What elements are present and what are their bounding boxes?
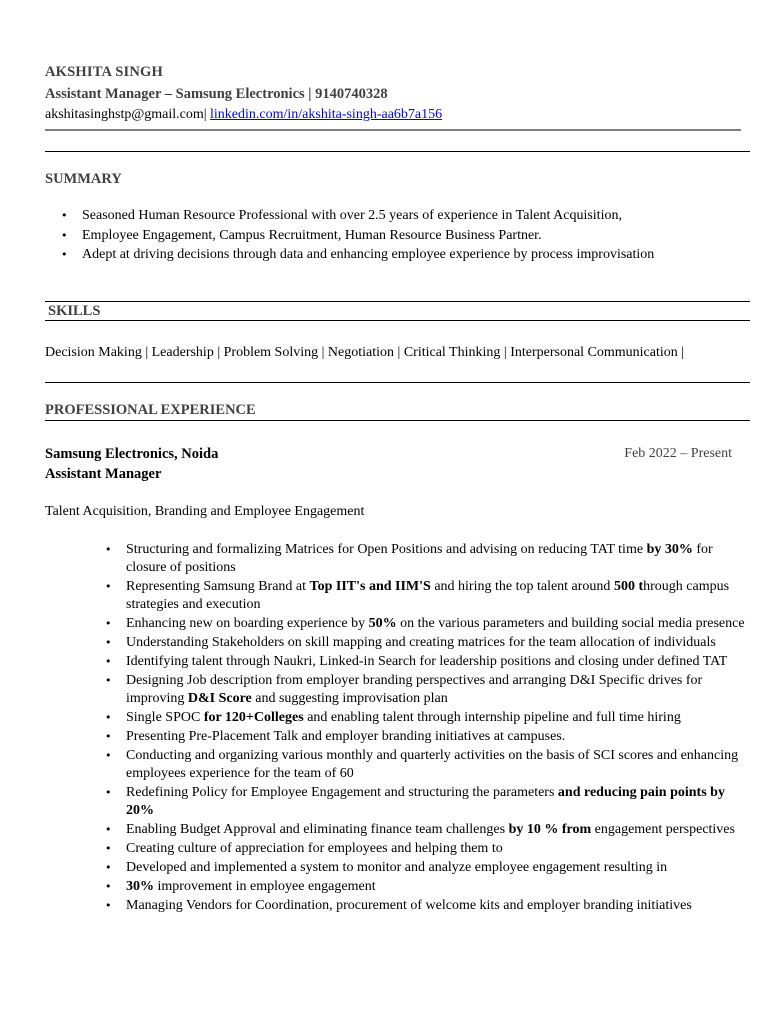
experience-item [126,821,756,839]
experience-item-highlight: for 120+Colleges [203,710,304,725]
experience-item-text: Understanding Stakeholders on skill mapping and creating matrices for the team allocation of individuals [126,635,716,650]
employment-dates: Feb 2022 – Present [624,446,732,461]
experience-item-highlight: 30% [126,879,154,894]
experience-item [126,859,756,877]
experience-item-text: Creating culture of appreciation for employees and helping them to [126,841,503,856]
experience-item-text: and hiring the top talent around [430,579,614,594]
experience-item-text: Redefining Policy for Employee Engagement and structuring the parameters [126,785,558,800]
experience-heading: PROFESSIONAL EXPERIENCE [45,402,256,418]
summary-list [82,207,742,266]
summary-top-rule [45,151,750,152]
experience-item-text: Identifying talent through Naukri, Linked-in Search for leadership positions and closing under defined TAT [126,654,728,669]
experience-item [126,634,756,652]
company-name: Samsung Electronics, Noida [45,446,219,462]
role-focus: Talent Acquisition, Branding and Employee Engagement [45,504,365,519]
experience-item [126,728,756,746]
experience-item-text: hrough campus strategies and execution [126,579,730,612]
experience-item-text: improvement in employee engagement [154,879,376,894]
experience-item-text: engagement perspectives [591,822,735,837]
experience-bottom-rule [45,420,750,421]
experience-item [126,897,756,915]
experience-top-rule [45,382,750,383]
experience-item-text: Enhancing new on boarding experience by [126,616,369,631]
experience-item [126,784,756,820]
skills-top-rule [45,301,750,302]
experience-item-highlight: by 10 % from [508,822,592,837]
experience-item-text: Single SPOC [126,710,204,725]
skills-bottom-rule [45,320,750,321]
summary-item: • Employee Engagement, Campus Recruitment, Human Resource Business Partner. [82,227,742,247]
job-role: Assistant Manager [45,466,162,482]
experience-item [126,578,756,614]
experience-item-text: Representing Samsung Brand at [126,579,310,594]
experience-item-text: Managing Vendors for Coordination, procurement of welcome kits and employer branding initiatives [126,898,692,913]
candidate-name: AKSHITA SINGH [45,64,163,80]
experience-item [126,615,756,633]
experience-item-text: and suggesting improvisation plan [251,691,448,706]
experience-item-text: Structuring and formalizing Matrices for Open Positions and advising on reducing TAT time [126,542,647,557]
experience-item [126,747,756,783]
experience-item-highlight: and reducing pain points by 20% [126,785,725,818]
experience-item [126,653,756,671]
experience-item [126,541,756,577]
skills-list: Decision Making | Leadership | Problem Solving | Negotiation | Critical Thinking | Interpersonal Communication | [45,345,685,360]
experience-item-text: Presenting Pre-Placement Talk and employer branding initiatives at campuses. [126,729,566,744]
experience-item-text: Enabling Budget Approval and eliminating finance team challenges [126,822,509,837]
experience-item-text: Designing Job description from employer branding perspectives and arranging D&I Specific drives for improving [126,673,703,706]
experience-item-text: Developed and implemented a system to monitor and analyze employee engagement resulting in [126,860,668,875]
experience-item-highlight: D&I Score [187,691,252,706]
skills-heading: SKILLS [48,303,101,319]
experience-item [126,709,756,727]
experience-item [126,878,756,896]
linkedin-link[interactable]: linkedin.com/in/akshita-singh-aa6b7a156 [210,107,443,122]
experience-item-text: Conducting and organizing various monthly and quarterly activities on the basis of SCI scores and enhancing employees experience for the team of 60 [126,748,739,781]
summary-item: • Adept at driving decisions through data and enhancing employee experience by process improvisation [82,246,742,266]
experience-item-highlight: 50% [368,616,397,631]
summary-heading: SUMMARY [45,171,122,187]
experience-item-text: on the various parameters and building social media presence [396,616,745,631]
contact-line [45,107,442,123]
experience-item-text: for closure of positions [126,542,713,575]
candidate-subtitle: Assistant Manager – Samsung Electronics | 9140740328 [45,86,388,102]
experience-item-highlight: 500 t [613,579,644,594]
experience-list [126,541,756,916]
experience-item-highlight: Top IIT's and IIM'S [309,579,431,594]
experience-item [126,840,756,858]
experience-item-highlight: by 30% [646,542,693,557]
email-text: akshitasinghstp@gmail.com| [45,107,207,122]
experience-item [126,672,756,708]
summary-item: • Seasoned Human Resource Professional with over 2.5 years of experience in Talent Acquisition, [82,207,742,227]
experience-item-text: and enabling talent through internship pipeline and full time hiring [303,710,681,725]
header-divider [45,129,741,131]
